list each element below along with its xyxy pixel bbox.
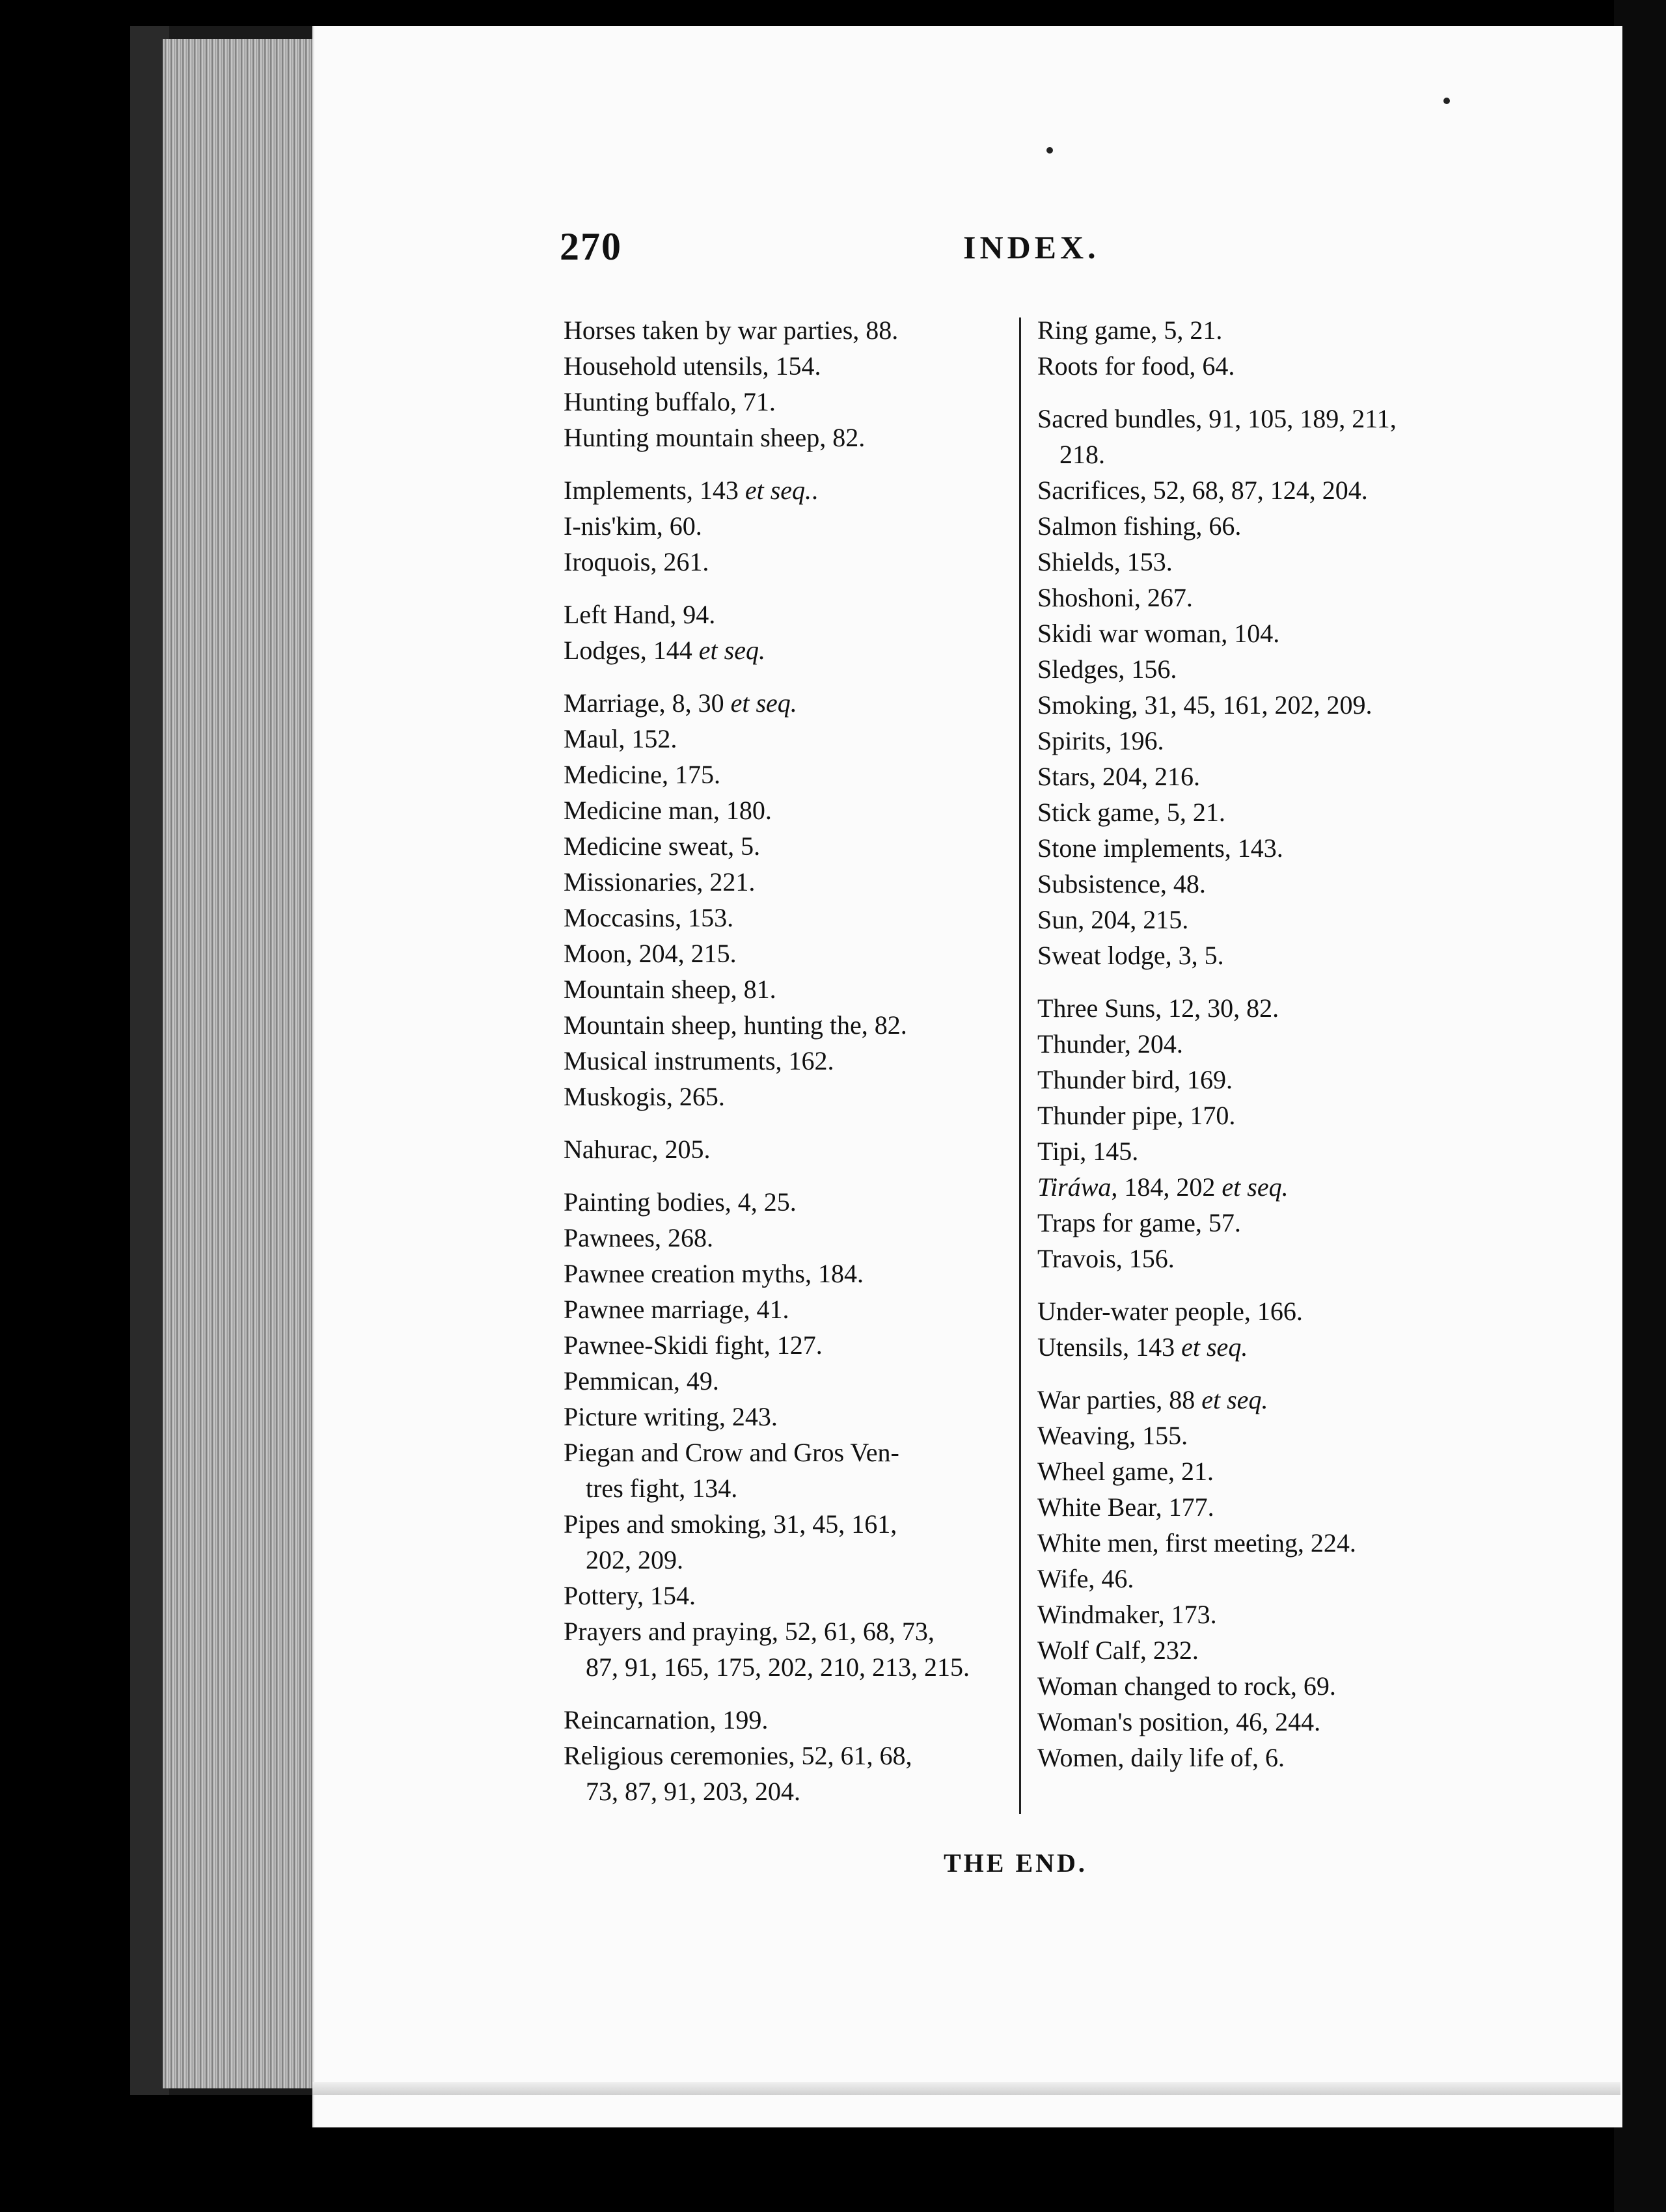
index-entry-italic: et seq. <box>730 688 797 718</box>
index-entry-text: Shields, 153. <box>1037 547 1173 576</box>
index-entry-text: Thunder bird, 169. <box>1037 1065 1233 1094</box>
index-entry-text: Marriage, 8, 30 <box>564 688 731 718</box>
index-entry <box>564 384 1013 420</box>
index-entry-text: Traps for game, 57. <box>1037 1208 1241 1237</box>
ink-speck <box>1046 147 1053 154</box>
index-entry <box>564 1542 1013 1578</box>
index-entry-text: Thunder, 204. <box>1037 1029 1183 1059</box>
index-entry-italic: et seq. <box>744 476 812 505</box>
index-entry <box>1037 1241 1486 1276</box>
index-entry <box>1037 687 1486 723</box>
index-entry-text: Women, daily life of, 6. <box>1037 1743 1285 1772</box>
index-entry <box>564 1578 1013 1613</box>
index-entry-text: Travois, 156. <box>1037 1244 1175 1273</box>
index-entry <box>564 508 1013 544</box>
index-entry-italic: et seq. <box>1181 1332 1248 1362</box>
index-entry-text: Missionaries, 221. <box>564 867 756 897</box>
index-entry-text: Muskogis, 265. <box>564 1082 725 1111</box>
index-entry-text: Medicine man, 180. <box>564 796 772 825</box>
index-entry-text: Smoking, 31, 45, 161, 202, 209. <box>1037 690 1372 720</box>
page-edges <box>163 39 325 2088</box>
index-entry-text: Household utensils, 154. <box>564 351 821 381</box>
index-entry-text: Medicine, 175. <box>564 760 721 789</box>
index-entry-text: Pemmican, 49. <box>564 1366 719 1396</box>
index-entry <box>1037 1382 1486 1418</box>
index-entry <box>1037 1453 1486 1489</box>
index-entry <box>1037 312 1486 348</box>
index-entry-text: 73, 87, 91, 203, 204. <box>586 1777 800 1806</box>
index-entry-text: Prayers and praying, 52, 61, 68, 73, <box>564 1617 935 1646</box>
index-entry-text: Three Suns, 12, 30, 82. <box>1037 993 1279 1023</box>
index-entry <box>564 936 1013 971</box>
index-entry-text: Sun, 204, 215. <box>1037 905 1189 934</box>
index-entry <box>1037 1098 1486 1133</box>
index-entry-text: Mountain sheep, hunting the, 82. <box>564 1010 907 1040</box>
index-entry <box>564 864 1013 900</box>
index-entry <box>564 971 1013 1007</box>
index-entry <box>564 1774 1013 1809</box>
index-entry <box>1037 1418 1486 1453</box>
index-entry-text: Pawnee creation myths, 184. <box>564 1259 864 1288</box>
index-entry-text: Shoshoni, 267. <box>1037 583 1193 612</box>
index-entry-text: Skidi war woman, 104. <box>1037 619 1280 648</box>
index-entry-text: 202, 209. <box>586 1545 683 1574</box>
index-entry-text: Pawnee-Skidi fight, 127. <box>564 1330 823 1360</box>
index-entry-text: I-nis'kim, 60. <box>564 511 702 541</box>
index-entry-text: 87, 91, 165, 175, 202, 210, 213, 215. <box>586 1652 970 1682</box>
index-entry-text: Hunting mountain sheep, 82. <box>564 423 866 452</box>
index-entry-italic: et seq. <box>1201 1385 1268 1414</box>
index-entry <box>1037 615 1486 651</box>
index-entry-text: Stone implements, 143. <box>1037 833 1283 863</box>
index-entry <box>564 1738 1013 1774</box>
index-entry-text: 218. <box>1059 440 1105 469</box>
index-entry <box>564 721 1013 757</box>
index-entry-text: Moccasins, 153. <box>564 903 734 932</box>
index-entry <box>1037 1704 1486 1740</box>
the-end-label: THE END. <box>944 1848 1087 1878</box>
index-entry-text: Hunting buffalo, 71. <box>564 387 776 416</box>
index-entry-text: Woman's position, 46, 244. <box>1037 1707 1321 1736</box>
index-entry <box>564 544 1013 580</box>
index-entry-text: White Bear, 177. <box>1037 1492 1214 1522</box>
index-entry <box>1037 937 1486 973</box>
index-entry <box>564 1470 1013 1506</box>
index-entry <box>564 472 1013 508</box>
index-entry-text: Ring game, 5, 21. <box>1037 316 1223 345</box>
index-entry <box>564 1184 1013 1220</box>
index-entry-text: Iroquois, 261. <box>564 547 709 576</box>
index-entry-text: Pipes and smoking, 31, 45, 161, <box>564 1509 897 1539</box>
page-number: 270 <box>560 225 622 268</box>
index-entry-italic-term: Tiráwa <box>1037 1172 1112 1202</box>
index-entry-text: Maul, 152. <box>564 724 677 753</box>
index-entry-text: Reincarnation, 199. <box>564 1705 769 1734</box>
index-entry <box>1037 1133 1486 1169</box>
index-entry-text: Salmon fishing, 66. <box>1037 511 1242 541</box>
index-entry-text: Left Hand, 94. <box>564 600 716 629</box>
index-entry <box>564 632 1013 668</box>
index-entry <box>1037 866 1486 902</box>
index-entry-italic: et seq. <box>698 636 765 665</box>
index-entry <box>1037 1561 1486 1597</box>
index-entry-text: tres fight, 134. <box>586 1474 738 1503</box>
index-entry-text: Sacred bundles, 91, 105, 189, 211, <box>1037 404 1397 433</box>
index-entry <box>564 1649 1013 1685</box>
index-entry <box>1037 1329 1486 1365</box>
index-entry-text: Medicine sweat, 5. <box>564 831 761 861</box>
index-entry <box>1037 1668 1486 1704</box>
index-entry <box>564 757 1013 792</box>
index-entry-italic: et seq. <box>1222 1172 1289 1202</box>
index-entry-text: Pottery, 154. <box>564 1581 696 1610</box>
page-header <box>560 224 1289 276</box>
index-entry <box>564 1220 1013 1256</box>
index-entry <box>564 1399 1013 1435</box>
index-entry-text: White men, first meeting, 224. <box>1037 1528 1356 1558</box>
index-entry-text: Subsistence, 48. <box>1037 869 1206 898</box>
index-entry <box>564 1327 1013 1363</box>
index-entry <box>564 597 1013 632</box>
index-entry-text: Utensils, 143 <box>1037 1332 1182 1362</box>
index-entry <box>564 1613 1013 1649</box>
index-entry <box>1037 401 1486 437</box>
index-entry-text: Thunder pipe, 170. <box>1037 1101 1236 1130</box>
index-entry <box>1037 1026 1486 1062</box>
index-entry <box>564 1506 1013 1542</box>
index-entry-text: Piegan and Crow and Gros Ven- <box>564 1438 899 1467</box>
index-entry-text: Pawnees, 268. <box>564 1223 713 1252</box>
index-entry <box>1037 508 1486 544</box>
index-entry <box>564 1291 1013 1327</box>
index-entry-text: Windmaker, 173. <box>1037 1600 1217 1629</box>
index-entry-text: Mountain sheep, 81. <box>564 975 776 1004</box>
index-entry-text: Picture writing, 243. <box>564 1402 778 1431</box>
index-entry-text: Stars, 204, 216. <box>1037 762 1200 791</box>
column-divider <box>1019 317 1021 1814</box>
index-entry-text: Pawnee marriage, 41. <box>564 1295 789 1324</box>
index-entry-text: Painting bodies, 4, 25. <box>564 1187 797 1217</box>
index-entry <box>564 1007 1013 1043</box>
index-entry-text: Sledges, 156. <box>1037 654 1177 684</box>
index-entry <box>1037 990 1486 1026</box>
index-entry-text: War parties, 88 <box>1037 1385 1202 1414</box>
index-entry-suffix: . <box>812 476 819 505</box>
index-entry-text: Sweat lodge, 3, 5. <box>1037 941 1224 970</box>
ink-speck <box>1443 98 1450 104</box>
index-entry-text: Roots for food, 64. <box>1037 351 1235 381</box>
index-entry <box>564 1131 1013 1167</box>
index-entry <box>1037 1597 1486 1632</box>
index-entry <box>1037 902 1486 937</box>
index-entry-text: Sacrifices, 52, 68, 87, 124, 204. <box>1037 476 1368 505</box>
index-entry <box>1037 1169 1486 1205</box>
index-entry <box>564 1079 1013 1114</box>
index-entry-text: Stick game, 5, 21. <box>1037 798 1225 827</box>
index-entry-text: Nahurac, 205. <box>564 1135 711 1164</box>
index-entry <box>1037 1740 1486 1775</box>
running-title: INDEX. <box>963 229 1100 265</box>
index-entry <box>564 420 1013 455</box>
index-entry <box>1037 1525 1486 1561</box>
index-entry <box>564 1435 1013 1470</box>
index-entry <box>564 1256 1013 1291</box>
index-entry-text: Moon, 204, 215. <box>564 939 737 968</box>
index-entry-text: , 184, 202 <box>1111 1172 1222 1202</box>
index-entry-text: Religious ceremonies, 52, 61, 68, <box>564 1741 912 1770</box>
index-entry <box>1037 544 1486 580</box>
index-entry <box>564 312 1013 348</box>
page-bottom-edge <box>312 2082 1620 2095</box>
index-entry-text: Under-water people, 166. <box>1037 1297 1303 1326</box>
index-entry <box>1037 580 1486 615</box>
index-entry-text: Spirits, 196. <box>1037 726 1164 755</box>
index-entry-text: Wolf Calf, 232. <box>1037 1636 1199 1665</box>
index-entry <box>1037 348 1486 384</box>
index-entry-text: Tipi, 145. <box>1037 1137 1139 1166</box>
index-column-left <box>564 312 1013 1809</box>
index-entry-text: Horses taken by war parties, 88. <box>564 316 899 345</box>
index-entry <box>564 1702 1013 1738</box>
index-entry <box>1037 1293 1486 1329</box>
index-entry <box>564 348 1013 384</box>
index-entry <box>1037 759 1486 794</box>
index-entry <box>1037 472 1486 508</box>
index-entry-text: Musical instruments, 162. <box>564 1046 834 1075</box>
index-entry <box>1037 1489 1486 1525</box>
index-entry <box>1037 1632 1486 1668</box>
index-entry-text: Lodges, 144 <box>564 636 699 665</box>
index-entry <box>1037 723 1486 759</box>
index-entry-text: Wheel game, 21. <box>1037 1457 1214 1486</box>
index-entry <box>564 1043 1013 1079</box>
index-entry <box>564 900 1013 936</box>
index-entry <box>1037 794 1486 830</box>
index-entry <box>1037 437 1486 472</box>
index-entry <box>564 828 1013 864</box>
index-column-right <box>1037 312 1486 1775</box>
index-entry <box>1037 830 1486 866</box>
index-entry-text: Implements, 143 <box>564 476 745 505</box>
index-entry-text: Weaving, 155. <box>1037 1421 1188 1450</box>
index-entry <box>564 792 1013 828</box>
index-entry <box>564 685 1013 721</box>
index-entry <box>1037 651 1486 687</box>
index-entry <box>1037 1062 1486 1098</box>
index-entry-text: Wife, 46. <box>1037 1564 1134 1593</box>
index-entry-text: Woman changed to rock, 69. <box>1037 1671 1336 1701</box>
index-entry <box>1037 1205 1486 1241</box>
index-entry <box>564 1363 1013 1399</box>
